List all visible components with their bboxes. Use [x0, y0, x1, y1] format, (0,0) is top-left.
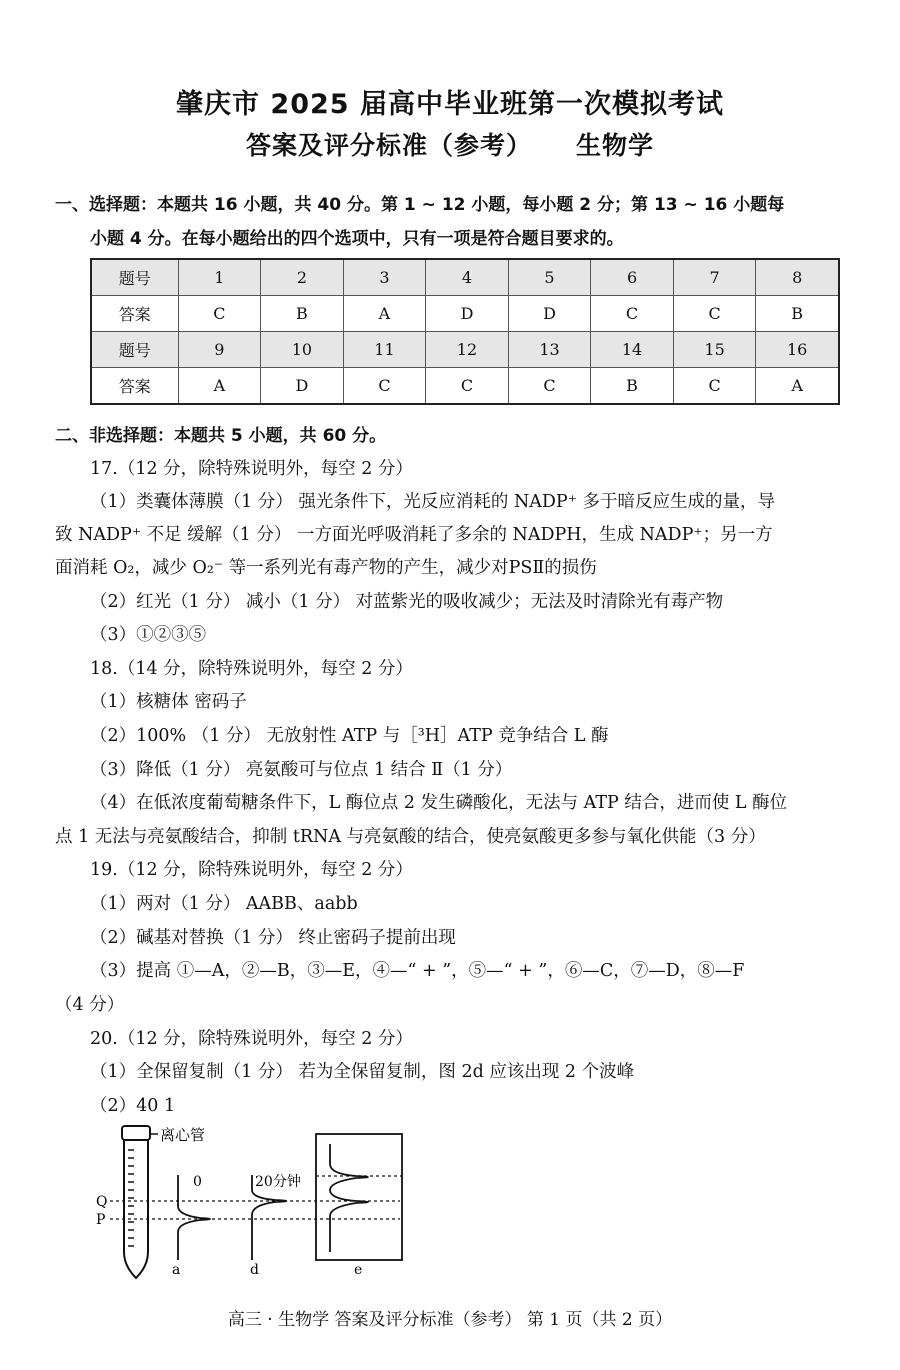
subtitle-subject: 生物学 — [576, 131, 655, 160]
answer-table — [90, 258, 840, 405]
table-cell: C — [591, 296, 674, 332]
table-label-ans: 答案 — [91, 296, 178, 332]
table-row — [91, 259, 839, 296]
table-cell: 1 — [178, 259, 261, 296]
q17-line4: （2）红光（1 分） 减小（1 分） 对蓝紫光的吸收减少；无法及时清除光有毒产物 — [90, 592, 724, 612]
section1-line1: 一、选择题：本题共 16 小题，共 40 分。第 1 ~ 12 小题，每小题 2 分；第 13 ~ 16 小题每 — [55, 195, 785, 215]
table-row — [91, 368, 839, 405]
table-cell: 5 — [508, 259, 591, 296]
tube-graduations — [128, 1150, 134, 1246]
centrifuge-figure — [96, 1120, 430, 1280]
label-d: d — [250, 1262, 259, 1278]
table-cell: A — [178, 368, 261, 405]
label-P: P — [96, 1212, 106, 1228]
table-cell: 9 — [178, 332, 261, 368]
table-cell: B — [261, 296, 344, 332]
tube-label: 离心管 — [160, 1126, 206, 1144]
label-time-0: 0 — [193, 1174, 202, 1190]
table-cell: 13 — [508, 332, 591, 368]
subtitle-left: 答案及评分标准（参考） — [245, 131, 532, 160]
table-label-ans: 答案 — [91, 368, 178, 405]
table-cell: 7 — [673, 259, 756, 296]
label-time-20: 20分钟 — [255, 1174, 301, 1190]
q18-head: 18.（14 分，除特殊说明外，每空 2 分） — [90, 659, 413, 679]
table-label-num: 题号 — [91, 332, 178, 368]
label-e: e — [354, 1262, 363, 1278]
table-cell: A — [343, 296, 426, 332]
q17-line3: 面消耗 O₂，减少 O₂⁻ 等一系列光有毒产物的产生，减少对PSⅡ的损伤 — [55, 558, 597, 578]
table-cell: 11 — [343, 332, 426, 368]
label-a: a — [172, 1262, 181, 1278]
tube-cap — [122, 1126, 150, 1140]
table-cell: C — [673, 368, 756, 405]
q19-head: 19.（12 分，除特殊说明外，每空 2 分） — [90, 860, 413, 880]
table-cell: B — [756, 296, 839, 332]
table-cell: 6 — [591, 259, 674, 296]
q20-line1: （1）全保留复制（1 分） 若为全保留复制，图 2d 应该出现 2 个波峰 — [90, 1062, 635, 1082]
q19-line4: （4 分） — [55, 995, 125, 1015]
table-cell: 16 — [756, 332, 839, 368]
centrifuge-tube — [124, 1140, 148, 1278]
table-cell: D — [261, 368, 344, 405]
table-cell: D — [508, 296, 591, 332]
table-cell: C — [673, 296, 756, 332]
q17-line2: 致 NADP⁺ 不足 缓解（1 分） 一方面光呼吸消耗了多余的 NADPH，生成 NADP⁺；另一方 — [55, 525, 773, 545]
table-row — [91, 296, 839, 332]
table-label-num: 题号 — [91, 259, 178, 296]
q17-line5: （3）①②③⑤ — [90, 625, 207, 645]
table-cell: 15 — [673, 332, 756, 368]
table-cell: 14 — [591, 332, 674, 368]
q19-line2: （2）碱基对替换（1 分） 终止密码子提前出现 — [90, 928, 456, 948]
curve-e — [330, 1144, 368, 1252]
page-subtitle — [0, 126, 900, 162]
q18-line5: 点 1 无法与亮氨酸结合，抑制 tRNA 与亮氨酸的结合，使亮氨酸更多参与氧化供能（3 分） — [55, 827, 766, 847]
table-cell: C — [426, 368, 509, 405]
table-cell: B — [591, 368, 674, 405]
page-title: 肇庆市 2025 届高中毕业班第一次模拟考试 — [176, 89, 724, 120]
table-cell: C — [178, 296, 261, 332]
q18-line1: （1）核糖体 密码子 — [90, 692, 247, 712]
section2-heading: 二、非选择题：本题共 5 小题，共 60 分。 — [55, 426, 387, 446]
q20-head: 20.（12 分，除特殊说明外，每空 2 分） — [90, 1029, 413, 1049]
table-cell: C — [508, 368, 591, 405]
table-cell: 2 — [261, 259, 344, 296]
table-cell: 12 — [426, 332, 509, 368]
q20-line2: （2）40 1 — [90, 1096, 176, 1116]
box-e — [316, 1134, 402, 1260]
label-Q: Q — [96, 1194, 108, 1210]
table-cell: 8 — [756, 259, 839, 296]
table-cell: D — [426, 296, 509, 332]
table-row — [91, 332, 839, 368]
q17-line1: （1）类囊体薄膜（1 分） 强光条件下，光反应消耗的 NADP⁺ 多于暗反应生成的量，导 — [90, 492, 776, 512]
table-cell: 4 — [426, 259, 509, 296]
table-cell: C — [343, 368, 426, 405]
section1-line2: 小题 4 分。在每小题给出的四个选项中，只有一项是符合题目要求的。 — [90, 229, 624, 249]
page-footer: 高三 · 生物学 答案及评分标准（参考） 第 1 页（共 2 页） — [227, 1310, 673, 1330]
table-cell: 10 — [261, 332, 344, 368]
table-cell: 3 — [343, 259, 426, 296]
table-cell: A — [756, 368, 839, 405]
q18-line2: （2）100% （1 分） 无放射性 ATP 与［³H］ATP 竞争结合 L 酶 — [90, 726, 609, 746]
q19-line1: （1）两对（1 分） AABB、aabb — [90, 894, 358, 914]
q19-line3: （3）提高 ①—A，②—B，③—E，④—“ + ”，⑤—“ + ”，⑥—C，⑦—D，⑧—F — [90, 961, 745, 981]
q18-line3: （3）降低（1 分） 亮氨酸可与位点 1 结合 Ⅱ（1 分） — [90, 760, 513, 780]
q18-line4: （4）在低浓度葡萄糖条件下，L 酶位点 2 发生磷酸化，无法与 ATP 结合，进而使 L 酶位 — [90, 793, 788, 813]
q17-head: 17.（12 分，除特殊说明外，每空 2 分） — [90, 459, 413, 479]
